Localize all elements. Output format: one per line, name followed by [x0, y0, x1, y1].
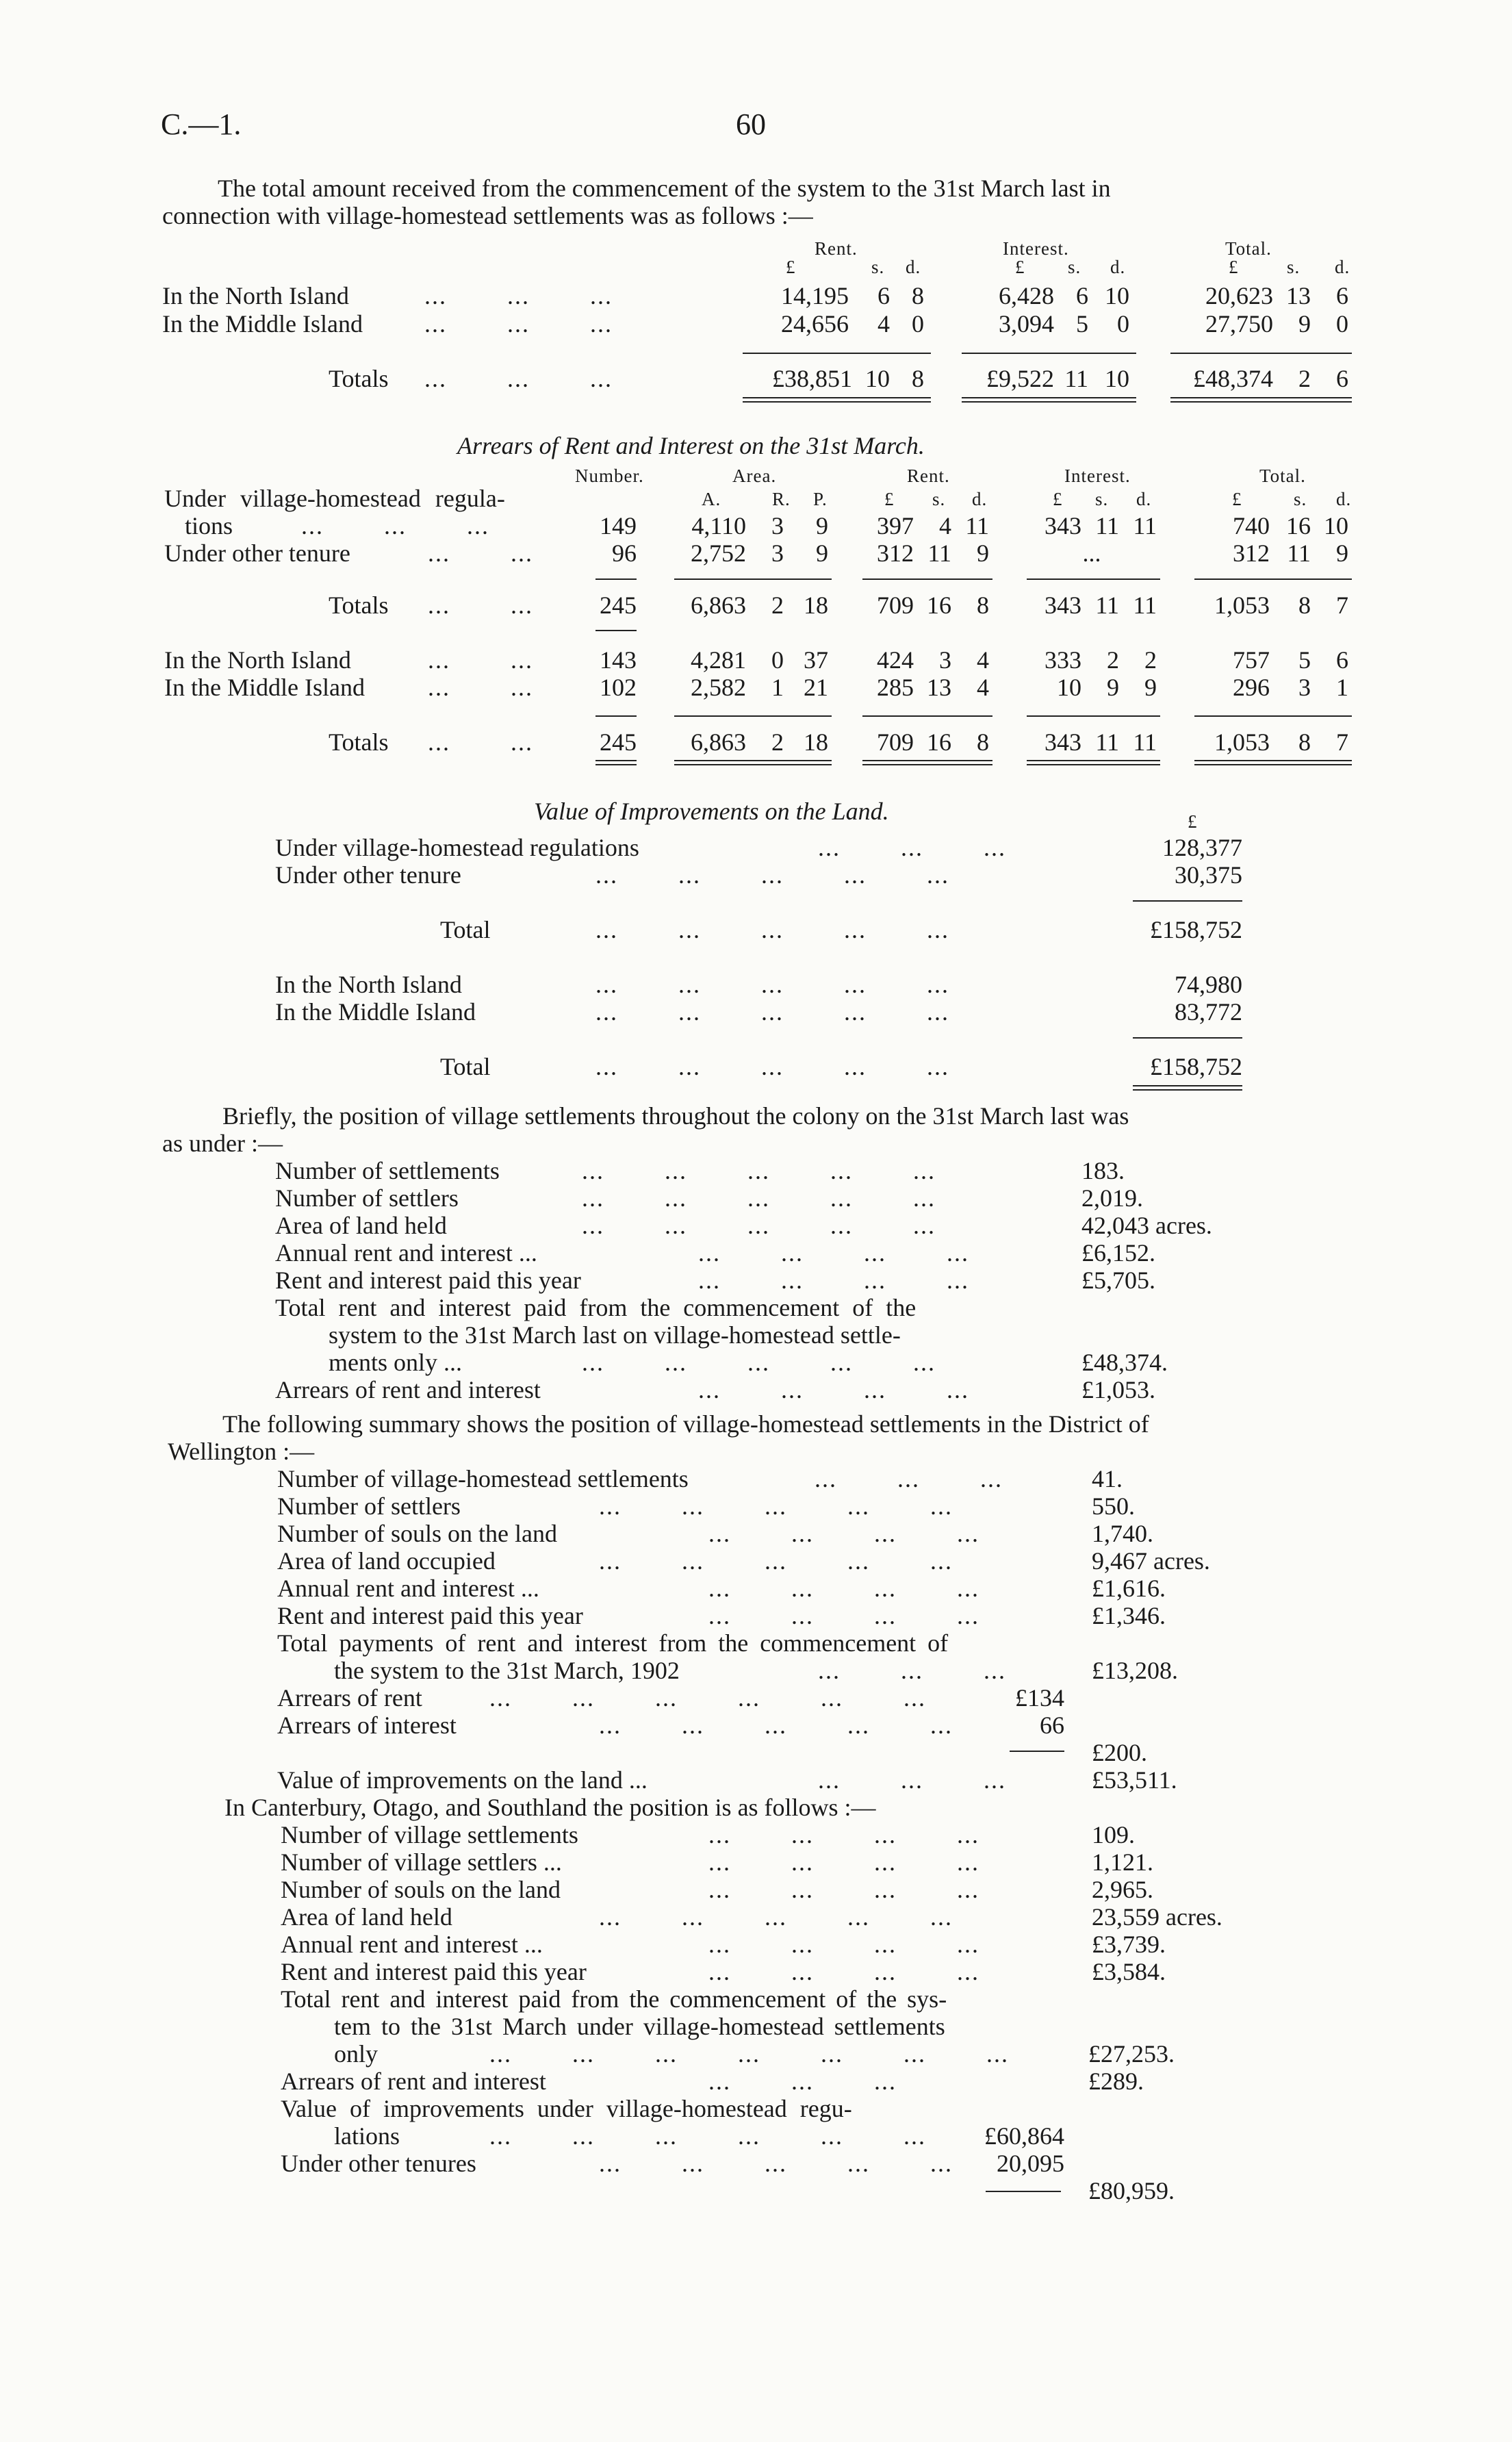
- received-total-header: Total.: [1225, 238, 1272, 259]
- leader-dots: ... ...: [428, 539, 533, 567]
- cell: 24,656: [781, 310, 849, 338]
- summary-label: Annual rent and interest ...: [277, 1575, 539, 1602]
- summary-value: 41.: [1092, 1465, 1123, 1492]
- leader-dots: ... ... ...: [424, 310, 613, 338]
- cell: 296: [1233, 674, 1270, 701]
- cell: 1: [771, 674, 784, 701]
- improvements-row-label: Under village-homestead regulations: [275, 834, 639, 861]
- summary-label: tem to the 31st March under village-homestead settlements: [334, 2013, 945, 2040]
- leader-dots: ... ... ...: [818, 1657, 1006, 1684]
- double-rule: [743, 397, 931, 403]
- summary-value: 550.: [1092, 1492, 1135, 1520]
- summary-value: 183.: [1081, 1157, 1125, 1184]
- summary-label: Annual rent and interest ...: [275, 1239, 537, 1267]
- money-unit: s.: [1095, 489, 1109, 509]
- cell: 9: [1144, 674, 1157, 701]
- cell: 2: [771, 592, 784, 619]
- leader-dots: ... ... ... ...: [708, 1958, 979, 1985]
- cell: 4: [977, 646, 989, 674]
- arrears-row-label: In the North Island: [164, 646, 351, 674]
- cell: 13: [1286, 282, 1311, 309]
- money-unit: s.: [932, 489, 946, 509]
- cell: 10: [865, 365, 890, 392]
- summary-value: £1,346.: [1092, 1602, 1166, 1629]
- cell: 8: [912, 365, 924, 392]
- rule: [1133, 1037, 1242, 1039]
- cell: 11: [1133, 592, 1157, 619]
- cell: 285: [877, 674, 914, 701]
- summary-label: the system to the 31st March, 1902: [334, 1657, 680, 1684]
- leader-dots: ... ... ...: [708, 2068, 897, 2095]
- cell: 709: [877, 728, 914, 756]
- leader-dots: ... ... ... ... ... ... ...: [489, 2040, 1009, 2068]
- received-totals-label: Totals: [329, 365, 389, 392]
- summary-value: 2,019.: [1081, 1184, 1143, 1212]
- summary-subvalue: 20,095: [997, 2150, 1064, 2177]
- improvements-value: £158,752: [1150, 916, 1242, 943]
- summary-label: Rent and interest paid this year: [275, 1267, 581, 1294]
- cell: 11: [1133, 512, 1157, 539]
- cell: 343: [1045, 592, 1081, 619]
- rule: [1010, 1751, 1064, 1752]
- area-unit: P.: [813, 489, 828, 509]
- cell: 21: [804, 674, 828, 701]
- cell: 397: [877, 512, 914, 539]
- rule: [986, 2191, 1061, 2192]
- cell: 8: [1298, 728, 1311, 756]
- leader-dots: ... ... ... ... ...: [595, 916, 949, 943]
- cell: 11: [1095, 512, 1119, 539]
- document-reference: C.—1.: [161, 107, 242, 141]
- cell: £9,522: [986, 365, 1054, 392]
- cell: 0: [1117, 310, 1129, 338]
- summary-label: Annual rent and interest ...: [281, 1931, 543, 1958]
- rule: [674, 715, 832, 717]
- arrears-row-label: Under village-homestead regula-: [164, 485, 505, 512]
- cell: 5: [1298, 646, 1311, 674]
- page-number: 60: [736, 107, 766, 141]
- cell: 8: [912, 282, 924, 309]
- intro-line-1: The total amount received from the commencement of the system to the 31st March last in: [218, 175, 1111, 202]
- summary-label: lations: [334, 2122, 400, 2150]
- intro-line-2: connection with village-homestead settlements was as follows :—: [162, 202, 813, 229]
- leader-dots: ... ... ... ...: [698, 1239, 969, 1267]
- received-row-label: In the North Island: [162, 282, 349, 309]
- cell: 4: [939, 512, 951, 539]
- summary-label: ments only ...: [329, 1349, 462, 1376]
- cell: 7: [1336, 728, 1348, 756]
- double-rule: [1194, 760, 1352, 765]
- rule: [595, 715, 637, 717]
- improvements-row-label: In the North Island: [275, 971, 462, 998]
- cell: 11: [1095, 592, 1119, 619]
- summary-label: Total payments of rent and interest from the commencement of: [277, 1629, 949, 1657]
- cell: 2,752: [691, 539, 746, 567]
- cell: 757: [1233, 646, 1270, 674]
- cell: 11: [927, 539, 951, 567]
- summary-label: system to the 31st March last on village-homestead settle-: [329, 1321, 901, 1349]
- cell: 27,750: [1205, 310, 1273, 338]
- summary-label: Arrears of rent and interest: [281, 2068, 546, 2095]
- money-unit: £: [1232, 489, 1242, 509]
- leader-dots: ... ... ... ...: [708, 1876, 979, 1903]
- arrears-interest-header: Interest.: [1064, 466, 1131, 486]
- summary-label: Rent and interest paid this year: [281, 1958, 587, 1985]
- cell: 9: [816, 539, 828, 567]
- arrears-area-header: Area.: [732, 466, 777, 486]
- cell: 424: [877, 646, 914, 674]
- rule: [1170, 353, 1352, 354]
- cell: 333: [1045, 646, 1081, 674]
- summary-value: £48,374.: [1081, 1349, 1168, 1376]
- cell: 10: [1105, 365, 1129, 392]
- cell: 6,863: [691, 728, 746, 756]
- leader-dots: ... ... ... ...: [698, 1376, 969, 1403]
- cell: 8: [1298, 592, 1311, 619]
- cell: 7: [1336, 592, 1348, 619]
- leader-dots: ... ...: [428, 592, 533, 619]
- summary-value: £6,152.: [1081, 1239, 1155, 1267]
- received-unit: £: [1015, 257, 1025, 277]
- leader-dots: ... ... ...: [815, 1465, 1003, 1492]
- summary-value: £27,253.: [1088, 2040, 1175, 2068]
- summary-value: 1,740.: [1092, 1520, 1153, 1547]
- cell: 245: [600, 592, 637, 619]
- area-unit: A.: [702, 489, 721, 509]
- canterbury-line-1: In Canterbury, Otago, and Southland the position is as follows :—: [225, 1794, 876, 1821]
- cell: 0: [771, 646, 784, 674]
- cell: £48,374: [1193, 365, 1273, 392]
- summary-value: £200.: [1092, 1739, 1147, 1766]
- cell: 6,428: [999, 282, 1054, 309]
- cell: 312: [1233, 539, 1270, 567]
- arrears-rent-header: Rent.: [907, 466, 950, 486]
- cell: 6: [877, 282, 890, 309]
- summary-value: £3,584.: [1092, 1958, 1166, 1985]
- summary-value: 2,965.: [1092, 1876, 1153, 1903]
- wellington-line-2: Wellington :—: [168, 1438, 315, 1465]
- area-unit: R.: [772, 489, 791, 509]
- leader-dots: ... ... ... ... ...: [582, 1157, 936, 1184]
- summary-value: 1,121.: [1092, 1848, 1153, 1876]
- cell: 14,195: [781, 282, 849, 309]
- received-interest-header: Interest.: [1003, 238, 1069, 259]
- rule: [1194, 578, 1352, 580]
- summary-label: Number of settlers: [275, 1184, 459, 1212]
- cell: 4,281: [691, 646, 746, 674]
- money-unit: £: [884, 489, 895, 509]
- received-unit: s.: [871, 257, 885, 277]
- cell: 9: [1336, 539, 1348, 567]
- summary-label: Area of land occupied: [277, 1547, 496, 1575]
- money-unit: s.: [1294, 489, 1307, 509]
- summary-label: Number of settlements: [275, 1157, 500, 1184]
- summary-label: Rent and interest paid this year: [277, 1602, 583, 1629]
- leader-dots: ... ... ... ... ...: [599, 1903, 953, 1931]
- summary-label: Number of settlers: [277, 1492, 461, 1520]
- rule: [595, 578, 637, 580]
- cell: 4,110: [691, 512, 746, 539]
- summary-subvalue: £60,864: [984, 2122, 1064, 2150]
- leader-dots: ... ... ... ... ...: [599, 1492, 953, 1520]
- double-rule: [1170, 397, 1352, 403]
- money-unit: d.: [972, 489, 988, 509]
- cell: 3: [1298, 674, 1311, 701]
- cell: 11: [1287, 539, 1311, 567]
- money-unit: d.: [1136, 489, 1152, 509]
- cell: 18: [804, 728, 828, 756]
- cell: 343: [1045, 728, 1081, 756]
- summary-label: Under other tenures: [281, 2150, 476, 2177]
- leader-dots: ... ... ... ...: [708, 1848, 979, 1876]
- summary-value: 23,559 acres.: [1092, 1903, 1222, 1931]
- leader-dots: ... ... ... ... ...: [599, 1712, 953, 1739]
- cell: 312: [877, 539, 914, 567]
- cell: 740: [1233, 512, 1270, 539]
- cell: 4: [877, 310, 890, 338]
- arrears-title: Arrears of Rent and Interest on the 31st March.: [457, 432, 925, 459]
- summary-value: £1,616.: [1092, 1575, 1166, 1602]
- summary-label: Area of land held: [275, 1212, 447, 1239]
- cell: 6: [1076, 282, 1088, 309]
- improvements-value: 30,375: [1175, 861, 1242, 889]
- cell: 3: [771, 512, 784, 539]
- cell: 343: [1045, 512, 1081, 539]
- cell: 11: [965, 512, 989, 539]
- leader-dots: ... ... ... ... ...: [582, 1212, 936, 1239]
- summary-value: 9,467 acres.: [1092, 1547, 1210, 1575]
- cell: 2: [1298, 365, 1311, 392]
- briefly-line-2: as under :—: [162, 1130, 283, 1157]
- received-row-label: In the Middle Island: [162, 310, 363, 338]
- cell: 4: [977, 674, 989, 701]
- leader-dots: ... ... ...: [424, 282, 613, 309]
- leader-dots: ... ... ... ...: [708, 1931, 979, 1958]
- cell: 16: [1286, 512, 1311, 539]
- money-unit: £: [1053, 489, 1063, 509]
- leader-dots: ... ... ... ... ...: [582, 1184, 936, 1212]
- leader-dots: ... ... ...: [818, 834, 1006, 861]
- briefly-line-1: Briefly, the position of village settlements throughout the colony on the 31st March last was: [222, 1102, 1129, 1130]
- improvements-value: 83,772: [1175, 998, 1242, 1026]
- improvements-title: Value of Improvements on the Land.: [534, 798, 889, 825]
- cell: 709: [877, 592, 914, 619]
- leader-dots: ... ... ...: [424, 365, 613, 392]
- summary-label: Total rent and interest paid from the commencement of the sys-: [281, 1985, 947, 2013]
- cell: 5: [1076, 310, 1088, 338]
- leader-dots: ... ... ... ...: [708, 1575, 979, 1602]
- double-rule: [1027, 760, 1160, 765]
- double-rule: [595, 760, 637, 765]
- improvements-value: 74,980: [1175, 971, 1242, 998]
- improvements-total-label: Total: [440, 1053, 491, 1080]
- summary-value: 42,043 acres.: [1081, 1212, 1212, 1239]
- summary-label: Number of village settlements: [281, 1821, 578, 1848]
- received-unit: d.: [906, 257, 921, 277]
- cell: 9: [1107, 674, 1119, 701]
- summary-value: £1,053.: [1081, 1376, 1155, 1403]
- received-unit: s.: [1287, 257, 1300, 277]
- improvements-value: 128,377: [1162, 834, 1242, 861]
- summary-value: £3,739.: [1092, 1931, 1166, 1958]
- leader-dots: ... ... ...: [818, 1766, 1006, 1794]
- cell: 10: [1324, 512, 1348, 539]
- arrears-total-header: Total.: [1259, 466, 1306, 486]
- received-rent-header: Rent.: [815, 238, 858, 259]
- cell: 11: [1064, 365, 1088, 392]
- double-rule: [862, 760, 992, 765]
- improvements-total-label: Total: [440, 916, 491, 943]
- cell: 3,094: [999, 310, 1054, 338]
- cell: 2,582: [691, 674, 746, 701]
- cell: 18: [804, 592, 828, 619]
- arrears-row-label: Under other tenure: [164, 539, 350, 567]
- cell: 9: [977, 539, 989, 567]
- arrears-row-label: In the Middle Island: [164, 674, 365, 701]
- summary-label: Value of improvements under village-homestead regu-: [281, 2095, 852, 2122]
- rule: [1133, 900, 1242, 902]
- money-unit: d.: [1336, 489, 1352, 509]
- double-rule: [962, 397, 1136, 403]
- cell: 1,053: [1214, 592, 1270, 619]
- rule: [1027, 715, 1160, 717]
- leader-dots: ... ... ... ... ...: [599, 2150, 953, 2177]
- leader-dots: ... ...: [428, 728, 533, 756]
- summary-label: Area of land held: [281, 1903, 452, 1931]
- double-rule: [1133, 1085, 1242, 1091]
- arrears-number-header: Number.: [575, 466, 644, 486]
- cell: 8: [977, 592, 989, 619]
- summary-label: Total rent and interest paid from the commencement of the: [275, 1294, 917, 1321]
- received-unit: £: [786, 257, 796, 277]
- cell: 13: [927, 674, 951, 701]
- cell: 3: [771, 539, 784, 567]
- summary-subvalue: 66: [1040, 1712, 1064, 1739]
- cell: 8: [977, 728, 989, 756]
- cell: 149: [600, 512, 637, 539]
- leader-dots: ... ... ... ... ... ...: [489, 2122, 926, 2150]
- leader-dots: ... ... ... ... ... ...: [489, 1684, 926, 1712]
- leader-dots: ... ... ... ... ...: [595, 861, 949, 889]
- double-rule: [674, 760, 832, 765]
- cell: 9: [1298, 310, 1311, 338]
- leader-dots: ... ... ... ...: [708, 1821, 979, 1848]
- cell: 0: [1336, 310, 1348, 338]
- cell: 2: [1107, 646, 1119, 674]
- improvements-value: £158,752: [1150, 1053, 1242, 1080]
- received-unit: s.: [1068, 257, 1081, 277]
- wellington-line-1: The following summary shows the position of village-homestead settlements in the District of: [222, 1410, 1149, 1438]
- cell: 143: [600, 646, 637, 674]
- cell: 245: [600, 728, 637, 756]
- summary-label: Number of souls on the land: [281, 1876, 561, 1903]
- rule: [595, 630, 637, 631]
- cell: 2: [771, 728, 784, 756]
- cell: ...: [1082, 539, 1101, 567]
- summary-value: £80,959.: [1088, 2177, 1175, 2204]
- summary-value: £13,208.: [1092, 1657, 1178, 1684]
- summary-value: 109.: [1092, 1821, 1135, 1848]
- summary-value: £53,511.: [1092, 1766, 1177, 1794]
- summary-label: Value of improvements on the land ...: [277, 1766, 648, 1794]
- cell: £38,851: [772, 365, 852, 392]
- cell: 6,863: [691, 592, 746, 619]
- arrears-row-label: tions: [185, 512, 233, 539]
- cell: 9: [816, 512, 828, 539]
- improvements-row-label: Under other tenure: [275, 861, 461, 889]
- summary-label: Number of souls on the land: [277, 1520, 557, 1547]
- cell: 6: [1336, 646, 1348, 674]
- leader-dots: ... ... ... ...: [708, 1520, 979, 1547]
- received-unit: d.: [1110, 257, 1126, 277]
- cell: 0: [912, 310, 924, 338]
- rule: [862, 578, 992, 580]
- cell: 1,053: [1214, 728, 1270, 756]
- rule: [743, 353, 931, 354]
- cell: 16: [927, 592, 951, 619]
- received-unit: £: [1229, 257, 1239, 277]
- summary-label: only: [334, 2040, 379, 2068]
- rule: [674, 578, 832, 580]
- summary-subvalue: £134: [1015, 1684, 1064, 1712]
- cell: 11: [1133, 728, 1157, 756]
- leader-dots: ... ... ... ... ...: [582, 1349, 936, 1376]
- cell: 1: [1336, 674, 1348, 701]
- cell: 37: [804, 646, 828, 674]
- improvements-row-label: In the Middle Island: [275, 998, 476, 1026]
- rule: [1027, 578, 1160, 580]
- cell: 10: [1105, 282, 1129, 309]
- cell: 102: [600, 674, 637, 701]
- summary-value: £289.: [1088, 2068, 1144, 2095]
- leader-dots: ... ... ... ...: [708, 1602, 979, 1629]
- rule: [962, 353, 1136, 354]
- leader-dots: ... ... ... ... ...: [595, 998, 949, 1026]
- cell: 6: [1336, 365, 1348, 392]
- received-unit: d.: [1335, 257, 1350, 277]
- cell: 16: [927, 728, 951, 756]
- cell: 20,623: [1205, 282, 1273, 309]
- cell: 11: [1095, 728, 1119, 756]
- cell: 3: [939, 646, 951, 674]
- rule: [862, 715, 992, 717]
- leader-dots: ... ...: [428, 646, 533, 674]
- improvements-unit: £: [1188, 811, 1198, 832]
- leader-dots: ... ... ...: [301, 512, 489, 539]
- summary-label: Arrears of interest: [277, 1712, 457, 1739]
- cell: 6: [1336, 282, 1348, 309]
- summary-label: Number of village settlers ...: [281, 1848, 562, 1876]
- summary-label: Number of village-homestead settlements: [277, 1465, 689, 1492]
- leader-dots: ... ... ... ... ...: [595, 971, 949, 998]
- arrears-totals-label: Totals: [329, 592, 389, 619]
- rule: [1194, 715, 1352, 717]
- leader-dots: ... ...: [428, 674, 533, 701]
- leader-dots: ... ... ... ... ...: [599, 1547, 953, 1575]
- cell: 96: [612, 539, 637, 567]
- summary-value: £5,705.: [1081, 1267, 1155, 1294]
- summary-label: Arrears of rent: [277, 1684, 422, 1712]
- arrears-totals-label: Totals: [329, 728, 389, 756]
- summary-label: Arrears of rent and interest: [275, 1376, 541, 1403]
- leader-dots: ... ... ... ...: [698, 1267, 969, 1294]
- cell: 10: [1057, 674, 1081, 701]
- leader-dots: ... ... ... ... ...: [595, 1053, 949, 1080]
- cell: 2: [1144, 646, 1157, 674]
